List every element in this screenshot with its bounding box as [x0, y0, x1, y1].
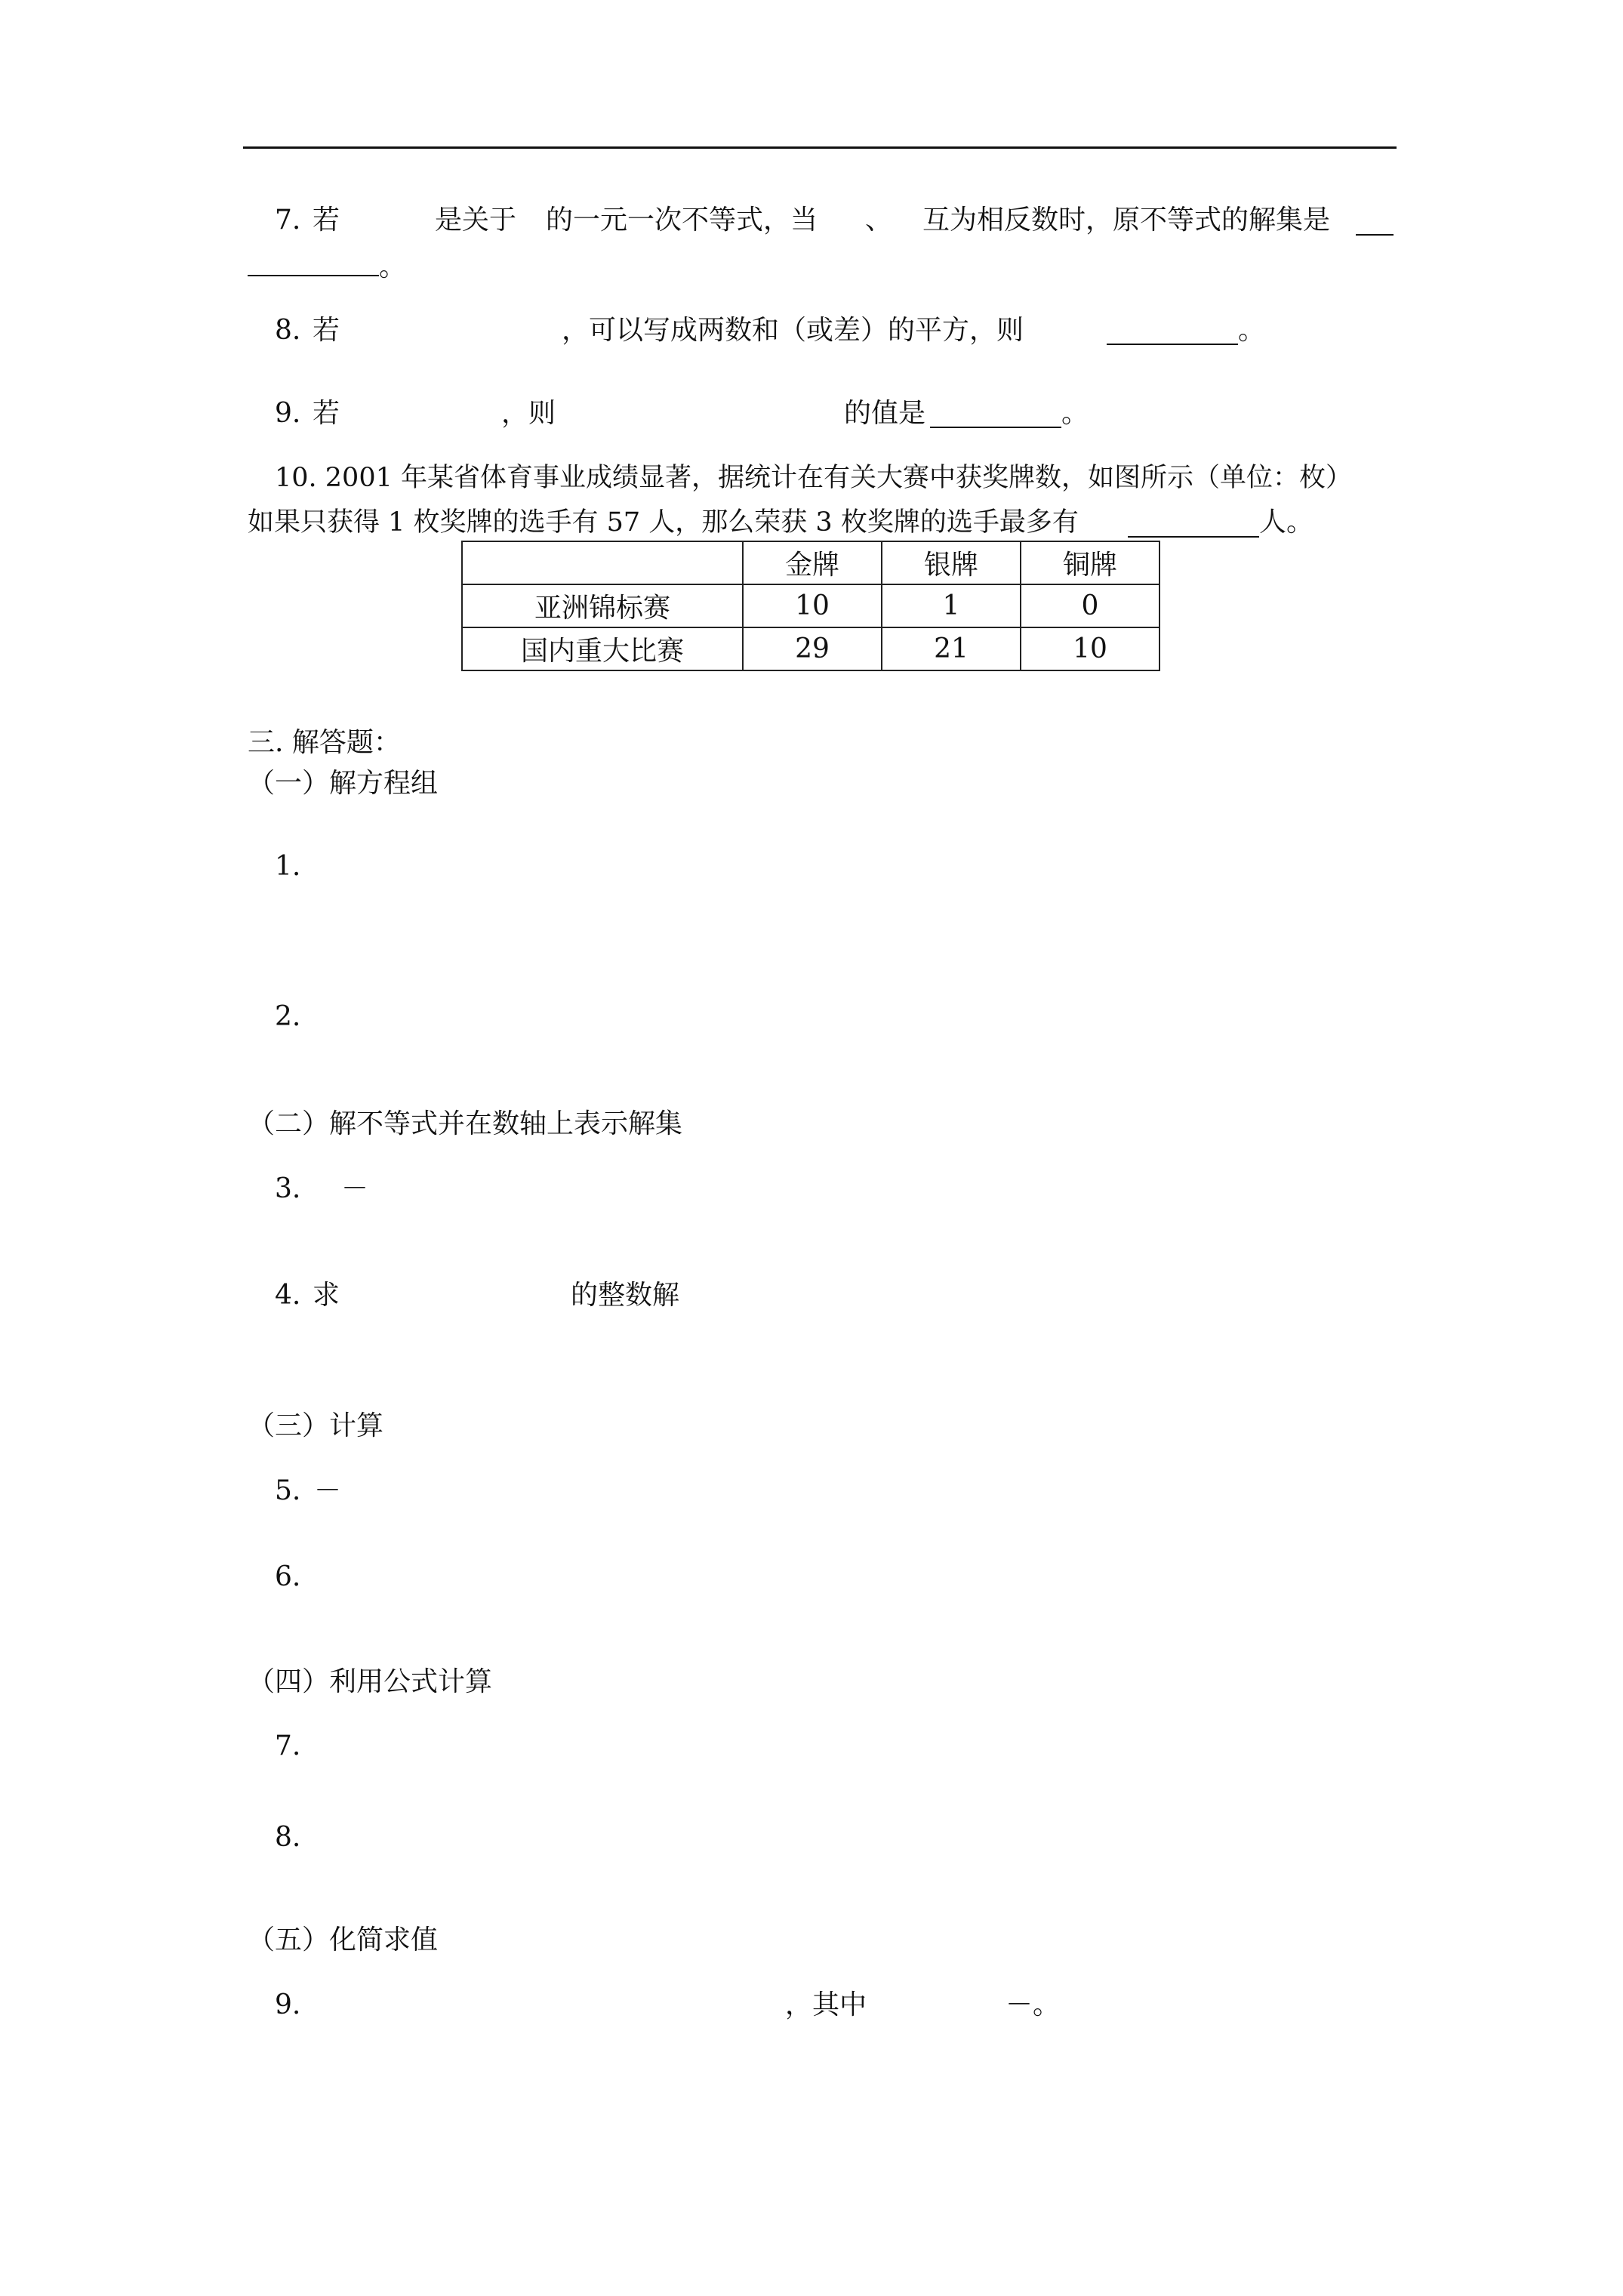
- table-cell: 21: [882, 627, 1021, 670]
- problem-number: 5.: [275, 1475, 301, 1506]
- q9-text-2: ，则: [501, 398, 556, 429]
- subsection-title-4: （四）利用公式计算: [248, 1666, 493, 1697]
- header-rule: [243, 146, 1397, 149]
- table-row: [462, 584, 1160, 627]
- q7-text-2: 是关于: [435, 205, 517, 236]
- q8-answer-blank[interactable]: [1107, 344, 1238, 345]
- q8-text-2: ，可以写成两数和（或差）的平方，则: [562, 315, 1024, 346]
- table-cell: 国内重大比赛: [462, 627, 743, 670]
- problem-number: 9.: [275, 1989, 301, 2020]
- problem-number: 2.: [275, 1001, 301, 1032]
- q8-end: 。: [1238, 315, 1266, 346]
- q8-text-1: 若: [313, 315, 340, 346]
- problem-4-text-2: 的整数解: [571, 1280, 680, 1311]
- q10-end: 人。: [1259, 507, 1314, 538]
- problem-3-minus: －: [341, 1173, 369, 1204]
- problem-number: 4.: [275, 1280, 301, 1311]
- medal-table: [461, 541, 1160, 671]
- q7-text-5: 互为相反数时，原不等式的解集是: [922, 205, 1331, 236]
- problem-number: 7.: [275, 1730, 301, 1761]
- q7-text-3: 的一元一次不等式，当: [546, 205, 818, 236]
- table-header-cell: [462, 541, 743, 584]
- problem-4-text-1: 求: [313, 1280, 340, 1311]
- table-cell: 10: [743, 584, 882, 627]
- problem-9-text-2: －。: [1006, 1989, 1061, 2020]
- q10-line-2: 如果只获得 1 枚奖牌的选手有 57 人，那么荣获 3 枚奖牌的选手最多有: [248, 507, 1079, 538]
- q9-text-1: 若: [313, 398, 340, 429]
- problem-number: 1.: [275, 851, 301, 882]
- subsection-title-5: （五）化简求值: [248, 1925, 439, 1955]
- q7-answer-blank-b[interactable]: [248, 275, 379, 276]
- table-header-cell: 金牌: [743, 541, 882, 584]
- table-cell: 10: [1021, 627, 1160, 670]
- subsection-title-2: （二）解不等式并在数轴上表示解集: [248, 1108, 683, 1139]
- table-cell: 1: [882, 584, 1021, 627]
- q7-text-1: 若: [313, 205, 340, 236]
- q7-number: 7.: [275, 205, 301, 236]
- q7-answer-blank-a[interactable]: [1356, 234, 1394, 236]
- q9-end: 。: [1061, 398, 1089, 429]
- table-header-cell: 银牌: [882, 541, 1021, 584]
- problem-5-minus: －: [314, 1475, 342, 1506]
- section-title: 三. 解答题：: [248, 727, 401, 758]
- table-header-row: [462, 541, 1160, 584]
- q9-text-3: 的值是: [844, 398, 926, 429]
- problem-number: 3.: [275, 1173, 301, 1204]
- q9-answer-blank[interactable]: [930, 427, 1061, 428]
- problem-number: 6.: [275, 1561, 301, 1592]
- subsection-title-1: （一）解方程组: [248, 768, 439, 799]
- q10-line-1: 10. 2001 年某省体育事业成绩显著，据统计在有关大赛中获奖牌数，如图所示（单位：枚）: [275, 463, 1352, 493]
- table-cell: 29: [743, 627, 882, 670]
- table-cell: 亚洲锦标赛: [462, 584, 743, 627]
- table-header-cell: 铜牌: [1021, 541, 1160, 584]
- q7-end: 。: [379, 251, 407, 282]
- q9-number: 9.: [275, 398, 301, 429]
- problem-9-text-1: ，其中: [785, 1989, 867, 2020]
- q7-text-4: 、: [865, 205, 893, 236]
- subsection-title-3: （三）计算: [248, 1410, 384, 1441]
- problem-number: 8.: [275, 1822, 301, 1853]
- table-cell: 0: [1021, 584, 1160, 627]
- q10-answer-blank[interactable]: [1128, 536, 1259, 538]
- q8-number: 8.: [275, 315, 301, 346]
- table-row: [462, 627, 1160, 670]
